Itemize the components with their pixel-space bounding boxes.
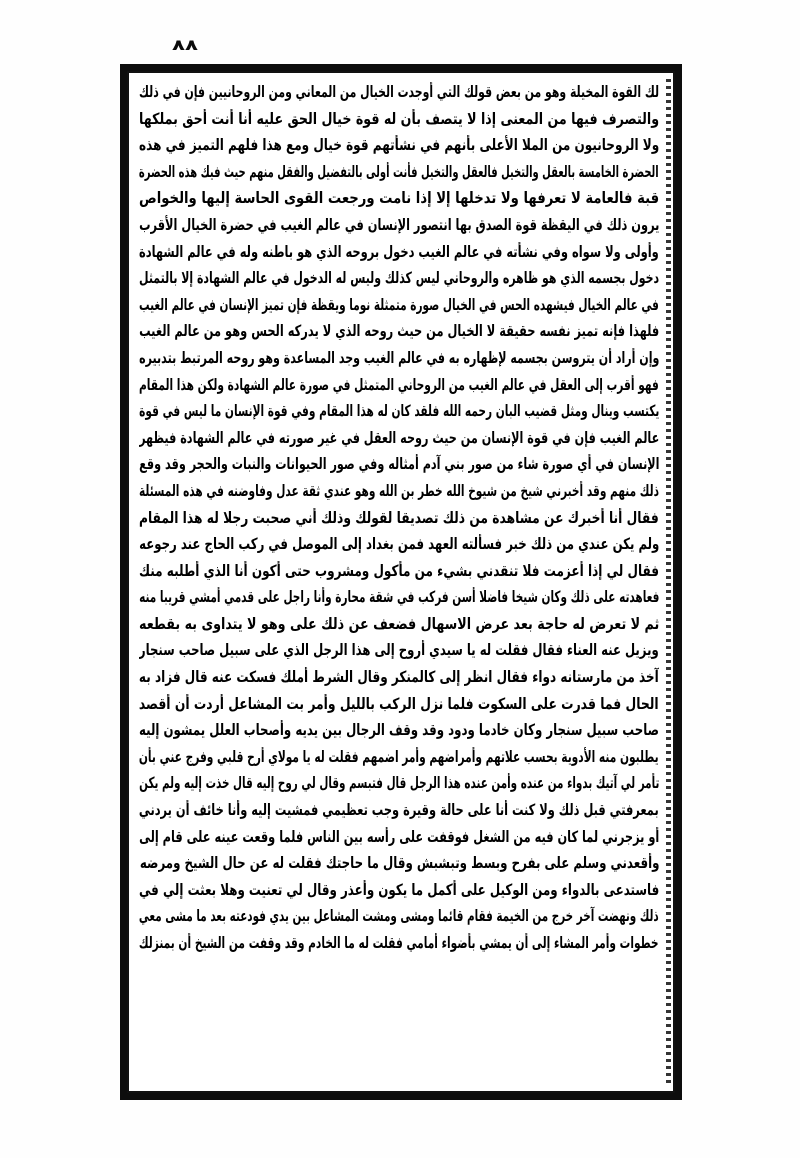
text-line — [139, 903, 659, 930]
text-line — [139, 372, 659, 399]
text-line-content: ذلك منهم وقد أخبرني شيخ من شيوخ الله خطر بن الله وهو عندي ثقة عدل وفاوضنه في هذه المسئلة — [139, 481, 659, 500]
text-line-content: ولم يكن عندي من ذلك خبر فسألته العهد فمن بغداد إلى الموصل في ركب الحاج عند رجوعه — [139, 535, 659, 554]
text-line — [139, 770, 659, 797]
text-line-content: أو يزجرني لما كان فيه من الشغل فوقفت على رأسه بين الناس فلما وقعت عينه على قام إلى — [139, 827, 659, 846]
text-line — [139, 850, 659, 877]
text-line-content: تأمر لي آتيك بدواء من عنده وأمن عنده هذا الرجل قال فتبسم وقال لي روح إليه قال خذت إليه ولم يكن — [139, 774, 659, 793]
text-line-content: ولا الروحانيون من الملا الأعلى بأنهم في نشأتهم قوة خيال ومع هذا فلهم التميز في هذه — [139, 136, 659, 155]
text-line — [139, 664, 659, 691]
text-line-content: ويزيل عنه العناء فقال فقلت له يا سيدي أروح إلى هذا الرجل الذي على سبيل صاحب سنجار — [139, 641, 659, 660]
text-line — [139, 478, 659, 505]
text-line-content: صاحب سبيل سنجار وكان خادما ودود وقد وقف الرجال بين يديه وأصحاب العلل يمشون إليه — [139, 721, 659, 740]
text-line-content: ذلك ونهضت آخر خرج من الخيمة فقام قائما ومشى ومشت المشاعل بين يدي فودعته بعد ما مشى معي — [139, 907, 659, 926]
text-line — [139, 558, 659, 585]
text-line-content: ثم لا تعرض له حاجة بعد عرض الاسهال فضعف عن ذلك على وهو لا يتداوى به بقطعه — [139, 614, 659, 633]
text-line — [139, 106, 659, 133]
text-line — [139, 797, 659, 824]
text-line-content: فاستدعى بالدواء ومن الوكيل على أكمل ما يكون وأعذر وقال لي تعنيت وهلا بعثت إلي في — [139, 880, 659, 899]
text-line-content: فلهذا فإنه تميز نفسه حقيقة لا الخيال من حيث روحه الذي لا يدركه الحس وهو من عالم الغيب — [139, 322, 659, 341]
text-line — [139, 265, 659, 292]
text-line-content: الحال فما قدرت على السكوت فلما نزل الركب بالليل وأمر بت المشاعل أردت أن أقصد — [139, 694, 659, 713]
text-line — [139, 398, 659, 425]
text-line-content: يرون ذلك في اليقظة قوة الصدق بها انتصور الإنسان في عالم الغيب في حضرة الخيال الأقرب — [139, 215, 659, 234]
text-line-content: دخول بجسمه الذي هو ظاهره والروحاني ليس كذلك وليس له الدخول في عالم الشهادة إلا بالتمثل — [139, 269, 659, 288]
folio-number: ٨٨ — [171, 36, 198, 54]
text-line-content: الإنسان في أي صورة شاء من صور بني آدم أمثاله وفي صور الحيوانات والنبات والحجر وقد وقع — [139, 455, 659, 474]
text-line — [139, 877, 659, 904]
text-line-content: فعاهدته على ذلك وكان شيخا فاضلا أسن فركب في شقة محارة وأنا راجل على قدمي أمشي قريبا منه — [139, 588, 659, 607]
text-line — [139, 79, 659, 106]
text-line-content: وأقعدني وسلم على بفرح وبسط وتبشبش وقال ما حاجتك فقلت له عن حال الشيخ ومرضه — [139, 854, 659, 873]
text-line-content: فقال لي إذا أعزمت فلا تنقدني بشيء من مأكول ومشروب حتى أكون أنا الذي أطلبه منك — [139, 561, 659, 580]
text-line-content: عالم الغيب فإن في قوة الإنسان من حيث روحه العقل في غير صورته في عالم الشهادة فيظهر — [139, 428, 659, 447]
text-line-content: بمعرفتي قبل ذلك ولا كنت أنا على حالة وقيرة وجب تعظيمي فمشيت إليه وأنا خائف أن يردني — [139, 801, 659, 820]
text-line — [139, 212, 659, 239]
text-line-content: فهو أقرب إلى العقل في عالم الغيب من الروحاني المتمثل في صورة عالم الشهادة ولكن هذا المقام — [139, 375, 659, 394]
text-line — [139, 930, 659, 957]
text-line — [139, 505, 659, 532]
text-line-content: وأولى ولا سواه وفي نشأته في عالم الغيب دخول بروحه الذي هو باطنه وله في عالم الشهادة — [139, 242, 659, 261]
text-line — [139, 717, 659, 744]
text-line — [139, 318, 659, 345]
text-line — [139, 611, 659, 638]
text-line-content: آخذ من مارستانه دواء فقال انظر إلى كالمنكر وقال الشرط أملك فسكت عنه قال فزاد به — [139, 668, 659, 687]
page-frame-outer-rule — [120, 64, 682, 1100]
text-line-content: يكتسب وينال ومثل قضيب البان رحمه الله فلقد كان له هذا المقام وفي قوة الإنسان ما ليس في قوة — [139, 402, 659, 421]
text-line — [139, 292, 659, 319]
text-line — [139, 185, 659, 212]
text-line — [139, 691, 659, 718]
text-line — [139, 132, 659, 159]
text-line-content: الحضرة الخامسة بالعقل والتخيل فالعقل والتخيل فأنت أولى بالتفضيل والفقل منهم حيث فيك هذه الحضرة — [139, 162, 659, 181]
text-line-content: خطوات وأمر المشاء إلى أن يمشي بأضواء أمامي فقلت له ما الخادم وقد وقفت من الشيخ أن بمنزلك — [139, 934, 659, 952]
text-line — [139, 425, 659, 452]
text-line — [139, 637, 659, 664]
arabic-text-block — [139, 79, 659, 1087]
text-line — [139, 531, 659, 558]
text-line — [139, 239, 659, 266]
text-line-content: فقال أنا أخبرك عن مشاهدة من ذلك تصديقا لقولك وذلك أني صحبت رجلا له هذا المقام — [139, 508, 659, 527]
text-line-content: يطلبون منه الأدوية بحسب علاتهم وأمراضهم وأمر اضمهم فقلت له يا مولاي أرح قلبي وفرج عني بأن — [139, 747, 659, 766]
text-line-content: وإن أراد أن يتروسن بجسمه لإظهاره به في عالم الغيب وجد المساعدة وهو روحه المرتبط بتدبيره — [139, 348, 659, 367]
gutter-speckle-ornament — [666, 79, 671, 1085]
text-line-content: قبة فالعامة لا تعرفها ولا تدخلها إلا إذا نامت ورجعت القوى الحاسة إليها والخواص — [139, 189, 659, 208]
text-line — [139, 824, 659, 851]
text-line — [139, 451, 659, 478]
text-line — [139, 584, 659, 611]
text-line-content: والتصرف فيها من المعنى إذا لا يتصف بأن له قوة خيال الحق عليه أنا أنت أحق بملكها — [139, 109, 659, 128]
text-line — [139, 159, 659, 186]
text-line — [139, 345, 659, 372]
page-frame-inner-rule — [127, 71, 675, 1093]
text-line-content: لك القوة المخيلة وهو من بعض قولك التي أوجدت الخيال من المعاني ومن الروحانيين فإن في ذلك — [139, 83, 659, 101]
text-line-content: في عالم الخيال فيشهده الحس في الخيال صورة متمثلة نوما ويقظة فإن تميز الإنسان في عالم الغيب — [139, 295, 659, 314]
text-line — [139, 744, 659, 771]
